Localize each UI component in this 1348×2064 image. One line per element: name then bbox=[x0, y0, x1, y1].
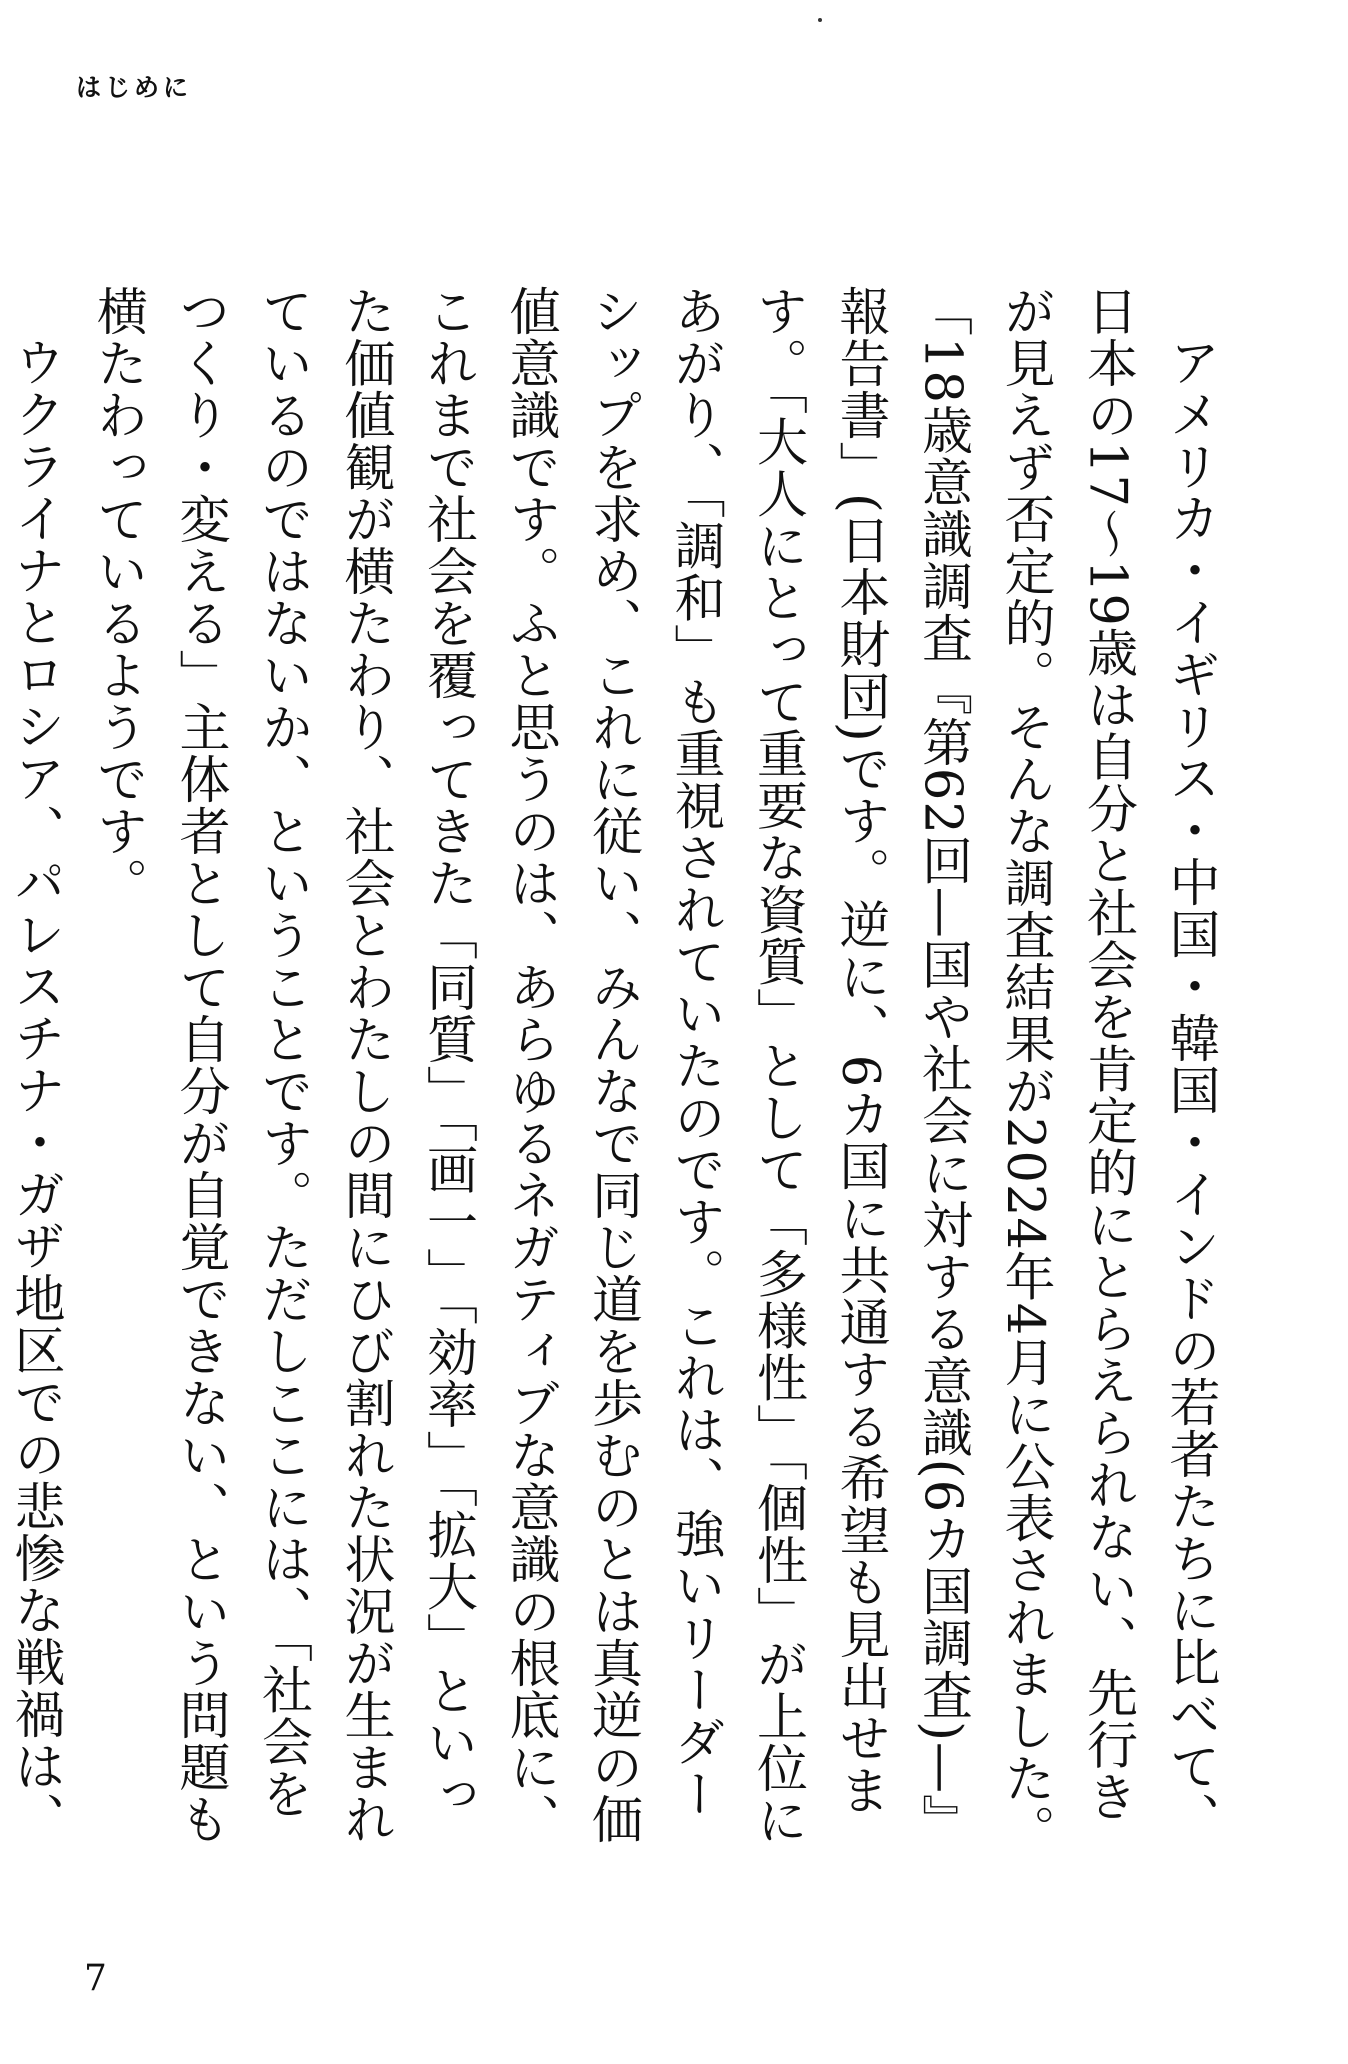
paragraph-2: ウクライナとロシア、パレスチナ・ガザ地区での悲惨な戦禍は、 bbox=[5, 336, 64, 1844]
print-mark bbox=[818, 18, 822, 22]
running-head: はじめに bbox=[76, 73, 193, 102]
page-number: 7 bbox=[84, 1958, 107, 1999]
paragraph-1: アメリカ・イギリス・中国・韓国・インドの若者たちに比べて、日本の17〜19歳は自分と社会を肯定的にとらえられない、先行きが見えず否定的。そんな調査結果が2024年4月に公表されました。「18歳意識調査『第62回—国や社会に対する意識(6カ国調査)—』報告書」(日本財団)です。逆に、6カ国に共通する希望も見出せます。「大人にとって重要な資質」として「多様性」「個性」が上位にあがり、「調和」も重視されていたのです。これは、強いリーダーシップを求め、これに従い、みんなで同じ道を歩むのとは真逆の価値意識です。ふと思うのは、あらゆるネガティブな意識の根底に、これまで社会を覆ってきた「同質」「画一」「効率」「拡大」といった価値観が横たわり、社会とわたしの間にひび割れた状況が生まれているのではないか、ということです。ただしここには、「社会をつくり・変える」主体者として自分が自覚できない、という問題も横たわっているようです。 bbox=[87, 285, 1219, 1857]
body-text bbox=[0, 285, 1230, 1865]
